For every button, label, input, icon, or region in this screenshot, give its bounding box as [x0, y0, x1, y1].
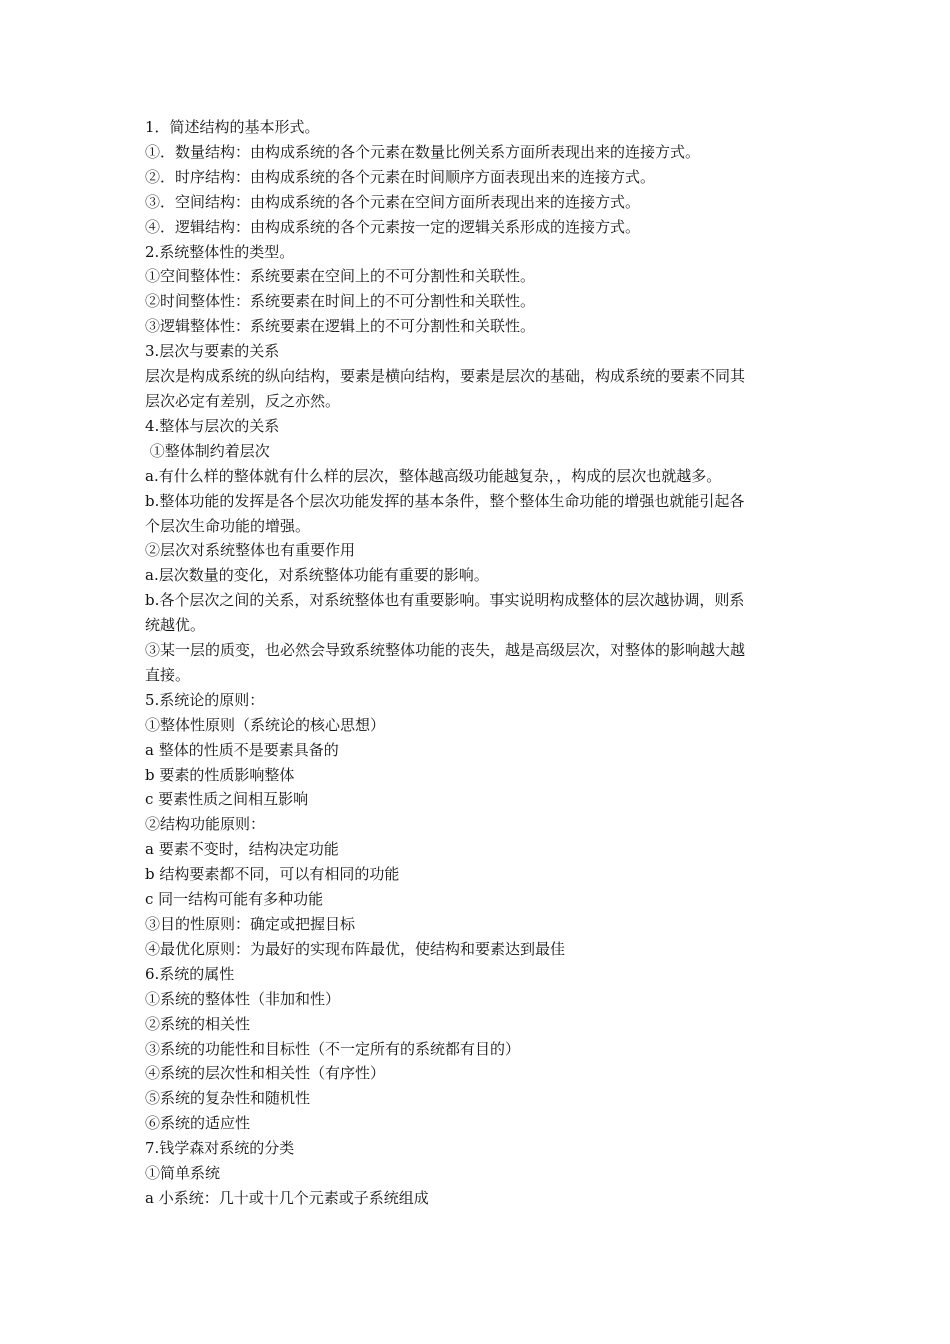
- text-line: ⑤系统的复杂性和随机性: [145, 1089, 311, 1108]
- text-line: ⑥系统的适应性: [145, 1114, 251, 1133]
- text-line: a 整体的性质不是要素具备的: [145, 740, 339, 759]
- text-line: a.层次数量的变化，对系统整体功能有重要的影响。: [145, 566, 489, 585]
- text-line: ①．数量结构：由构成系统的各个元素在数量比例关系方面所表现出来的连接方式。: [145, 142, 701, 161]
- text-line: c 同一结构可能有多种功能: [145, 890, 324, 909]
- text-line: b 要素的性质影响整体: [145, 765, 295, 784]
- text-line: 1．简述结构的基本形式。: [145, 118, 320, 136]
- text-line: ④．逻辑结构：由构成系统的各个元素按一定的逻辑关系形成的连接方式。: [145, 217, 641, 236]
- text-line: c 要素性质之间相互影响: [145, 790, 309, 809]
- text-line: a 要素不变时，结构决定功能: [145, 840, 339, 859]
- text-line: ②结构功能原则：: [145, 815, 266, 834]
- text-line: 层次必定有差别，反之亦然。: [145, 391, 341, 410]
- text-line: b 结构要素都不同，可以有相同的功能: [145, 865, 400, 884]
- text-line: 个层次生命功能的增强。: [145, 516, 311, 535]
- text-line: 3.层次与要素的关系: [145, 342, 280, 361]
- text-line: 4.整体与层次的关系: [145, 416, 280, 435]
- text-line: ③目的性原则：确定或把握目标: [145, 915, 356, 933]
- text-line: ①整体性原则（系统论的核心思想）: [145, 715, 386, 734]
- text-line: ③逻辑整体性：系统要素在逻辑上的不可分割性和关联性。: [145, 317, 536, 336]
- text-line: ④系统的层次性和相关性（有序性）: [145, 1064, 386, 1083]
- text-line: 直接。: [145, 665, 191, 684]
- text-line: ①简单系统: [145, 1164, 221, 1183]
- text-line: ①空间整体性：系统要素在空间上的不可分割性和关联性。: [145, 267, 536, 286]
- text-line: ①整体制约着层次: [145, 441, 270, 460]
- text-line: 统越优。: [145, 616, 206, 635]
- text-line: ②系统的相关性: [145, 1014, 251, 1033]
- text-line: 层次是构成系统的纵向结构，要素是横向结构，要素是层次的基础，构成系统的要素不同其: [145, 367, 746, 386]
- text-line: a.有什么样的整体就有什么样的层次，整体越高级功能越复杂，，构成的层次也就越多。: [145, 466, 722, 485]
- text-line: 5.系统论的原则：: [145, 690, 265, 709]
- text-line: ②．时序结构：由构成系统的各个元素在时间顺序方面表现出来的连接方式。: [145, 167, 656, 186]
- text-line: ③某一层的质变，也必然会导致系统整体功能的丧失，越是高级层次，对整体的影响越大越: [145, 641, 746, 660]
- document-text: [145, 115, 810, 1211]
- text-line: 6.系统的属性: [145, 964, 235, 983]
- text-line: 2.系统整体性的类型。: [145, 242, 295, 261]
- text-line: ③．空间结构：由构成系统的各个元素在空间方面所表现出来的连接方式。: [145, 192, 641, 211]
- text-line: a 小系统：几十或十几个元素或子系统组成: [145, 1188, 429, 1207]
- text-line: ③系统的功能性和目标性（不一定所有的系统都有目的）: [145, 1039, 521, 1058]
- text-line: ①系统的整体性（非加和性）: [145, 989, 341, 1008]
- text-line: ④最优化原则：为最好的实现布阵最优，使结构和要素达到最佳: [145, 939, 566, 958]
- text-line: ②时间整体性：系统要素在时间上的不可分割性和关联性。: [145, 292, 536, 311]
- text-line: b.整体功能的发挥是各个层次功能发挥的基本条件，整个整体生命功能的增强也就能引起各: [145, 491, 745, 510]
- text-line: b.各个层次之间的关系，对系统整体也有重要影响。事实说明构成整体的层次越协调，则系: [145, 591, 745, 610]
- text-line: 7.钱学森对系统的分类: [145, 1139, 295, 1158]
- text-line: ②层次对系统整体也有重要作用: [145, 541, 356, 560]
